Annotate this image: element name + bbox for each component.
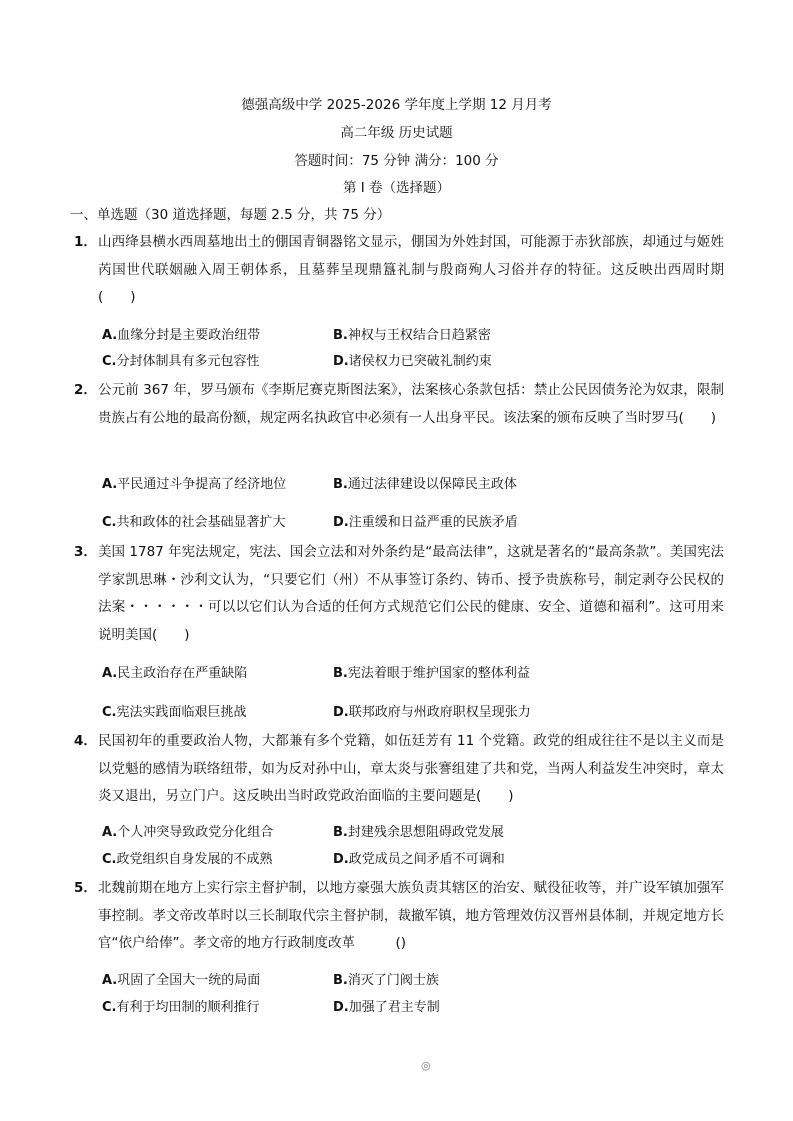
option-d[interactable] (333, 703, 531, 723)
question-number: 4． (74, 733, 97, 749)
question-5 (74, 875, 724, 958)
exam-subtitle: 高二年级 历史试题 (340, 125, 453, 141)
option-text: 有利于均田制的顺利推行 (116, 1000, 260, 1015)
option-letter: B. (333, 477, 348, 492)
option-letter: A. (102, 666, 118, 681)
option-text: 分封体制具有多元包容性 (116, 354, 260, 369)
option-text: 宪法实践面临艰巨挑战 (116, 705, 247, 720)
option-b[interactable] (333, 823, 504, 843)
option-c[interactable] (102, 513, 286, 533)
exam-meta: 答题时间：75 分钟 满分：100 分 (294, 153, 499, 169)
option-d[interactable] (333, 513, 518, 533)
option-letter: C. (102, 1000, 117, 1015)
option-text: 联邦政府与州政府职权呈现张力 (348, 705, 531, 720)
option-letter: C. (102, 515, 117, 530)
option-letter: D. (333, 515, 349, 530)
option-c[interactable] (102, 703, 247, 723)
option-text: 诸侯权力已突破礼制约束 (348, 354, 492, 369)
option-letter: D. (333, 852, 349, 867)
option-text: 神权与王权结合日趋紧密 (347, 328, 491, 343)
question-1 (74, 229, 724, 312)
option-text: 封建残余思想阻碍政党发展 (347, 825, 504, 840)
question-2 (74, 377, 724, 432)
option-text: 政党成员之间矛盾不可调和 (348, 852, 505, 867)
option-letter: A. (102, 477, 118, 492)
question-stem: 民国初年的重要政治人物，大都兼有多个党籍，如伍廷芳有 11 个党籍。政党的组成往往不是以主义而是以党魁的感情为联络纽带，如为反对孙中山，章太炎与张謇组建了共和党，当两人利益发生冲突时，章太炎又退出，另立门户。这反映出当时政党政治面临的主要问题是( ) (98, 733, 724, 804)
option-letter: D. (333, 705, 349, 720)
exam-part: 第 I 卷（选择题） (342, 180, 451, 196)
question-stem: 山西绛县横水西周墓地出土的倗国青铜器铭文显示，倗国为外姓封国，可能源于赤狄部族，却通过与姬姓芮国世代联姻融入周王朝体系，且墓葬呈现鼎簋礼制与殷商殉人习俗并存的特征。这反映出西周时期( ) (98, 234, 724, 305)
option-text: 加强了君主专制 (348, 1000, 440, 1015)
question-number: 3． (74, 544, 97, 560)
question-4 (74, 728, 724, 811)
option-text: 血缘分封是主要政治纽带 (117, 328, 261, 343)
option-letter: C. (102, 705, 117, 720)
option-letter: C. (102, 852, 117, 867)
option-d[interactable] (333, 352, 492, 372)
option-b[interactable] (333, 971, 439, 991)
exam-title: 德强高级中学 2025-2026 学年度上学期 12 月月考 (241, 97, 552, 113)
question-stem: 北魏前期在地方上实行宗主督护制，以地方豪强大族负责其辖区的治安、赋役征收等，并广设军镇加强军事控制。孝文帝改革时以三长制取代宗主督护制，裁撤军镇，地方管理效仿汉晋州县体制，并规定地方长官“依户给俸”。孝文帝的地方行政制度改革 () (98, 880, 724, 951)
option-letter: B. (333, 825, 348, 840)
option-text: 注重缓和日益严重的民族矛盾 (348, 515, 518, 530)
option-letter: A. (102, 973, 118, 988)
option-a[interactable] (102, 475, 286, 495)
option-letter: A. (102, 328, 118, 343)
option-b[interactable] (333, 664, 530, 684)
option-text: 个人冲突导致政党分化组合 (117, 825, 274, 840)
question-3 (74, 539, 724, 649)
question-number: 5． (74, 880, 97, 896)
question-stem: 美国 1787 年宪法规定，宪法、国会立法和对外条约是“最高法律”，这就是著名的“最高条款”。美国宪法学家凯思琳・沙利文认为，“只要它们（州）不从事签订条约、铸币、授予贵族称号，制定剥夺公民权的法案・・・・・・可以以它们认为合适的任何方式规范它们公民的健康、安全、道德和福利”。这可用来说明美国( ) (98, 544, 724, 643)
option-text: 通过法律建设以保障民主政体 (347, 477, 517, 492)
question-stem: 公元前 367 年，罗马颁布《李斯尼赛克斯图法案》，法案核心条款包括：禁止公民因债务沦为奴隶，限制贵族占有公地的最高份额，规定两名执政官中必须有一人出身平民。该法案的颁布反映了当时罗马( ) (98, 382, 724, 426)
question-number: 1． (74, 234, 97, 250)
option-d[interactable] (333, 998, 440, 1018)
option-text: 政党组织自身发展的不成熟 (116, 852, 273, 867)
option-text: 共和政体的社会基础显著扩大 (116, 515, 286, 530)
option-b[interactable] (333, 475, 517, 495)
option-text: 民主政治存在严重缺陷 (117, 666, 248, 681)
option-letter: D. (333, 1000, 349, 1015)
option-letter: D. (333, 354, 349, 369)
option-b[interactable] (333, 326, 491, 346)
option-c[interactable] (102, 850, 273, 870)
option-text: 平民通过斗争提高了经济地位 (117, 477, 287, 492)
option-c[interactable] (102, 352, 260, 372)
option-letter: C. (102, 354, 117, 369)
option-a[interactable] (102, 326, 260, 346)
option-text: 消灭了门阀士族 (347, 973, 439, 988)
question-number: 2． (74, 382, 97, 398)
option-letter: B. (333, 328, 348, 343)
option-a[interactable] (102, 971, 260, 991)
option-letter: B. (333, 973, 348, 988)
option-a[interactable] (102, 664, 247, 684)
option-d[interactable] (333, 850, 505, 870)
circle-dot-icon: ◎ (421, 1059, 431, 1072)
option-letter: B. (333, 666, 348, 681)
option-text: 巩固了全国大一统的局面 (117, 973, 261, 988)
option-letter: A. (102, 825, 118, 840)
option-a[interactable] (102, 823, 273, 843)
option-text: 宪法着眼于维护国家的整体利益 (347, 666, 530, 681)
option-c[interactable] (102, 998, 260, 1018)
section-title: 一、单选题（30 道选择题，每题 2.5 分，共 75 分） (70, 207, 391, 223)
